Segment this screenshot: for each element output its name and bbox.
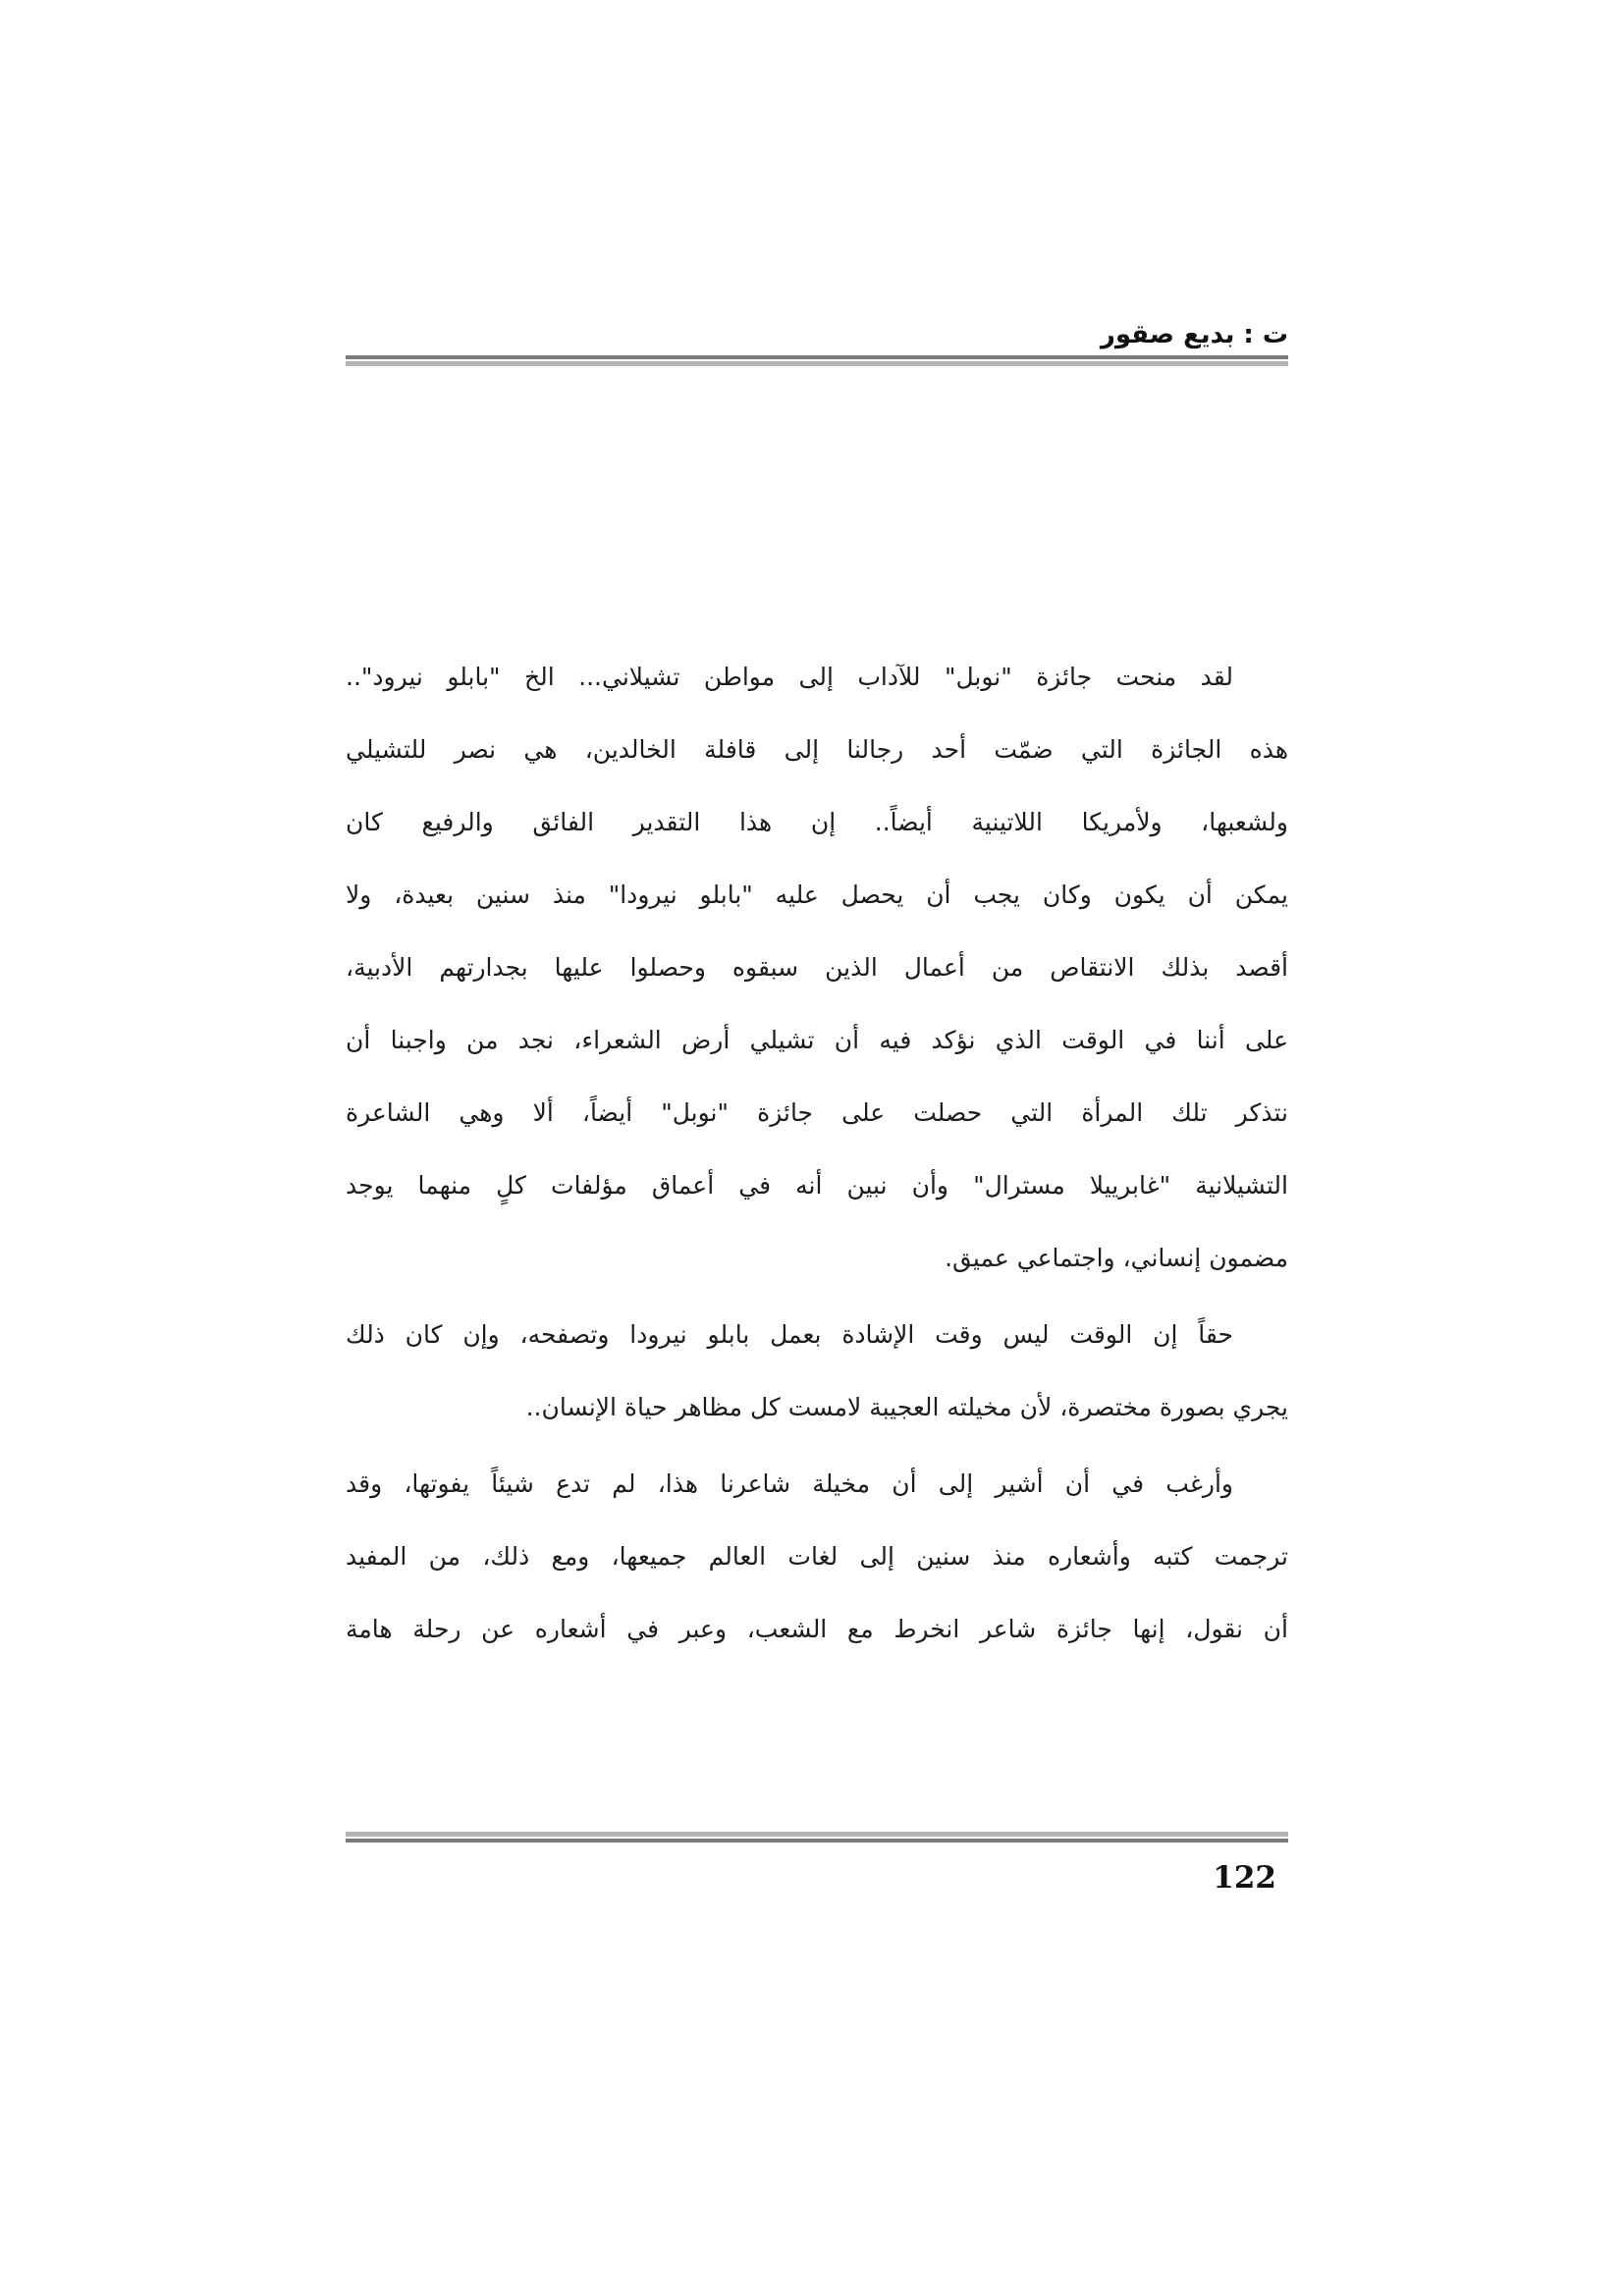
- text-line: على أننا في الوقت الذي نؤكد فيه أن تشيلي أرض الشعراء، نجد من واجبنا أن: [346, 1026, 1288, 1054]
- header-rule: [346, 355, 1288, 366]
- text-line: يمكن أن يكون وكان يجب أن يحصل عليه "بابلو نيرودا" منذ سنين بعيدة، ولا: [346, 881, 1288, 909]
- text-line: حقاً إن الوقت ليس وقت الإشادة بعمل بابلو نيرودا وتصفحه، وإن كان ذلك: [346, 1320, 1233, 1349]
- page-number: 122: [1213, 1860, 1276, 1896]
- text-line: مضمون إنساني، واجتماعي عميق.: [945, 1244, 1288, 1272]
- paragraph-3: [346, 1467, 1288, 1647]
- text-line: لقد منحت جائزة "نوبل" للآداب إلى مواطن تشيلاني... الخ "بابلو نيرود"..: [346, 663, 1233, 691]
- text-line: وأرغب في أن أشير إلى أن مخيلة شاعرنا هذا، لم تدع شيئاً يفوتها، وقد: [346, 1469, 1233, 1498]
- text-line: نتذكر تلك المرأة التي حصلت على جائزة "نوبل" أيضاً، ألا وهي الشاعرة: [346, 1098, 1288, 1127]
- body-text: [346, 660, 1288, 1647]
- text-line: ولشعبها، ولأمريكا اللاتينية أيضاً.. إن هذا التقدير الفائق والرفيع كان: [346, 808, 1288, 836]
- running-header-title: ت : بديع صقور: [1100, 320, 1288, 349]
- text-line: ترجمت كتبه وأشعاره منذ سنين إلى لغات العالم جميعها، ومع ذلك، من المفيد: [346, 1542, 1288, 1571]
- text-line: أن نقول، إنها جائزة شاعر انخرط مع الشعب، وعبر في أشعاره عن رحلة هامة: [346, 1615, 1288, 1643]
- text-line: أقصد بذلك الانتقاص من أعمال الذين سبقوه وحصلوا عليها بجدارتهم الأدبية،: [346, 953, 1288, 982]
- footer-rule: [346, 1832, 1288, 1842]
- paragraph-1: [346, 660, 1288, 1276]
- text-line: التشيلانية "غابرييلا مسترال" وأن نبين أنه في أعماق مؤلفات كلٍ منهما يوجد: [346, 1171, 1288, 1200]
- text-line: يجري بصورة مختصرة، لأن مخيلته العجيبة لامست كل مظاهر حياة الإنسان..: [525, 1393, 1288, 1421]
- paragraph-2: [346, 1317, 1288, 1425]
- text-line: هذه الجائزة التي ضمّت أحد رجالنا إلى قافلة الخالدين، هي نصر للتشيلي: [346, 735, 1288, 764]
